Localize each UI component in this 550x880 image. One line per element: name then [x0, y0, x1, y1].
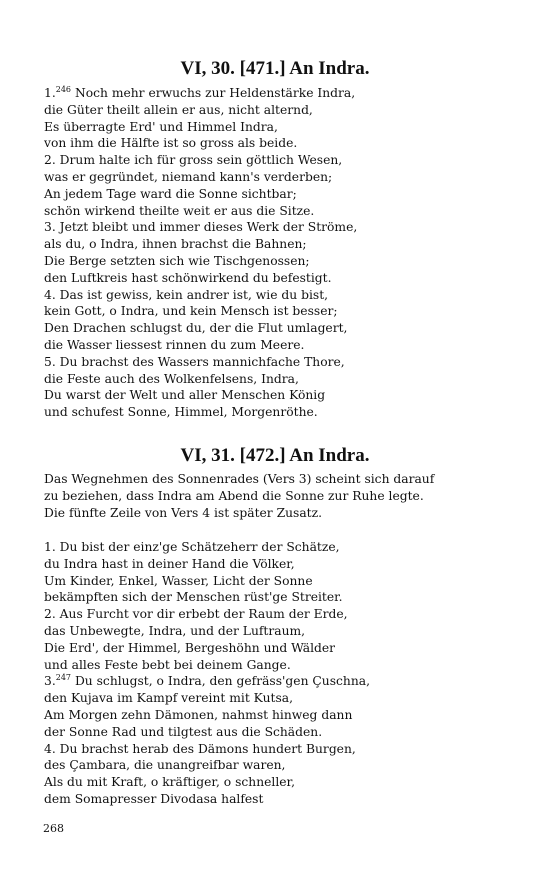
verse-line: [44, 589, 514, 606]
verse-line: [44, 640, 514, 657]
verse-text: Die Erd', der Himmel, Bergeshöhn und Wälder: [44, 640, 336, 655]
stanza-first-line: [44, 673, 514, 690]
verse-text: schön wirkend theilte weit er aus die Sitze.: [44, 203, 315, 218]
verse-line: [44, 757, 514, 774]
intro-note-vi-31: [44, 471, 514, 521]
verse-text: Noch mehr erwuchs zur Heldenstärke Indra,: [74, 86, 356, 100]
verse-text: Am Morgen zehn Dämonen, nahmst hinweg dann: [44, 707, 353, 722]
intro-line: Die fünfte Zeile von Vers 4 ist später Zusatz.: [44, 505, 323, 520]
verse-text: Du brachst des Wassers mannichfache Thore,: [59, 354, 345, 369]
stanza-number: 3.: [44, 220, 56, 235]
section-heading-vi-31: VI, 31. [472.] An Indra.: [180, 445, 370, 466]
verse-text: das Unbewegte, Indra, und der Luftraum,: [44, 623, 306, 638]
verse-line: [44, 774, 514, 791]
stanza-number: 2.: [44, 607, 56, 622]
verse-text: den Luftkreis hast schönwirkend du befestigt.: [44, 270, 332, 285]
verse-text: Es überragte Erd' und Himmel Indra,: [44, 119, 278, 134]
stanza-number: 1.: [44, 86, 56, 100]
verse-text: Du brachst herab des Dämons hundert Burgen,: [59, 741, 356, 756]
verse-line: [44, 236, 514, 253]
verse-text: An jedem Tage ward die Sonne sichtbar;: [44, 186, 297, 201]
verse-text: Jetzt bleibt und immer dieses Werk der Ströme,: [59, 220, 358, 235]
stanza-first-line: [44, 219, 514, 236]
verse-text: die Wasser liessest rinnen du zum Meere.: [44, 337, 305, 352]
stanza-number: 5.: [44, 354, 56, 369]
verse-text: Du bist der einz'ge Schätzeherr der Schätze,: [59, 540, 340, 554]
verse-text: der Sonne Rad und tilgtest aus die Schäden.: [44, 724, 323, 739]
verse-line: [44, 270, 514, 287]
stanza-first-line: [44, 606, 514, 623]
section-heading-vi-30: VI, 30. [471.] An Indra.: [180, 58, 370, 79]
stanza-first-line: [44, 539, 514, 556]
verse-text: die Feste auch des Wolkenfelsens, Indra,: [44, 371, 299, 386]
stanza-first-line: [44, 741, 514, 758]
footnote-marker: 246: [55, 85, 72, 94]
intro-line: Das Wegnehmen des Sonnenrades (Vers 3) scheint sich darauf: [44, 472, 435, 486]
verse-line: [44, 387, 514, 404]
verse-line: [44, 169, 514, 186]
verse-line: [44, 253, 514, 270]
verse-line: [44, 320, 514, 337]
verse-text: Das ist gewiss, kein andrer ist, wie du bist,: [59, 287, 329, 302]
verse-text: die Güter theilt allein er aus, nicht alternd,: [44, 102, 313, 117]
stanza-first-line: [44, 354, 514, 371]
verse-line: [44, 690, 514, 707]
verse-text: dem Somapresser Divodasa halfest: [44, 791, 264, 806]
stanza-number: 4.: [44, 287, 56, 302]
stanza-number: 1.: [44, 540, 56, 554]
verse-text: Als du mit Kraft, o kräftiger, o schneller,: [44, 775, 295, 790]
verse-line: [44, 102, 514, 119]
verse-text: bekämpften sich der Menschen rüst'ge Streiter.: [44, 590, 343, 605]
verse-text: Aus Furcht vor dir erbebt der Raum der Erde,: [59, 607, 348, 622]
verse-text: als du, o Indra, ihnen brachst die Bahnen;: [44, 237, 307, 252]
stanza-first-line: [44, 152, 514, 169]
verse-line: [44, 623, 514, 640]
verse-line: [44, 135, 514, 152]
verse-text: den Kujava im Kampf vereint mit Kutsa,: [44, 691, 294, 706]
page-number: 268: [43, 822, 64, 835]
verse-line: [44, 186, 514, 203]
verse-line: [44, 707, 514, 724]
verse-line: [44, 657, 514, 674]
poem-vi-31: [44, 539, 514, 808]
footnote-marker: 247: [55, 673, 72, 683]
verse-line: [44, 337, 514, 354]
verse-text: und alles Feste bebt bei deinem Gange.: [44, 657, 291, 672]
verse-line: [44, 556, 514, 573]
verse-text: was er gegründet, niemand kann's verderben;: [44, 169, 333, 184]
verse-line: [44, 573, 514, 590]
verse-line: [44, 203, 514, 220]
verse-text: Um Kinder, Enkel, Wasser, Licht der Sonne: [44, 573, 313, 588]
verse-text: und schufest Sonne, Himmel, Morgenröthe.: [44, 405, 318, 420]
verse-text: Die Berge setzten sich wie Tischgenossen;: [44, 253, 310, 268]
verse-text: Du schlugst, o Indra, den gefräss'gen Çuschna,: [74, 674, 370, 689]
verse-text: Du warst der Welt und aller Menschen König: [44, 388, 326, 403]
verse-line: [44, 791, 514, 808]
verse-text: Drum halte ich für gross sein göttlich Wesen,: [59, 153, 343, 168]
verse-line: [44, 119, 514, 136]
stanza-number: 4.: [44, 741, 56, 756]
stanza-number: 2.: [44, 153, 56, 168]
verse-line: [44, 371, 514, 388]
verse-text: von ihm die Hälfte ist so gross als beide.: [44, 136, 298, 151]
verse-line: [44, 724, 514, 741]
verse-text: des Çambara, die unangreifbar waren,: [44, 758, 286, 773]
poem-vi-30: [44, 85, 514, 421]
verse-text: du Indra hast in deiner Hand die Völker,: [44, 556, 295, 571]
verse-line: [44, 303, 514, 320]
stanza-first-line: [44, 85, 514, 102]
verse-text: kein Gott, o Indra, und kein Mensch ist besser;: [44, 304, 338, 319]
intro-line: zu beziehen, dass Indra am Abend die Sonne zur Ruhe legte.: [44, 488, 424, 503]
verse-text: Den Drachen schlugst du, der die Flut umlagert,: [44, 321, 348, 336]
stanza-first-line: [44, 287, 514, 304]
verse-line: [44, 404, 514, 421]
stanza-number: 3.: [44, 674, 56, 689]
